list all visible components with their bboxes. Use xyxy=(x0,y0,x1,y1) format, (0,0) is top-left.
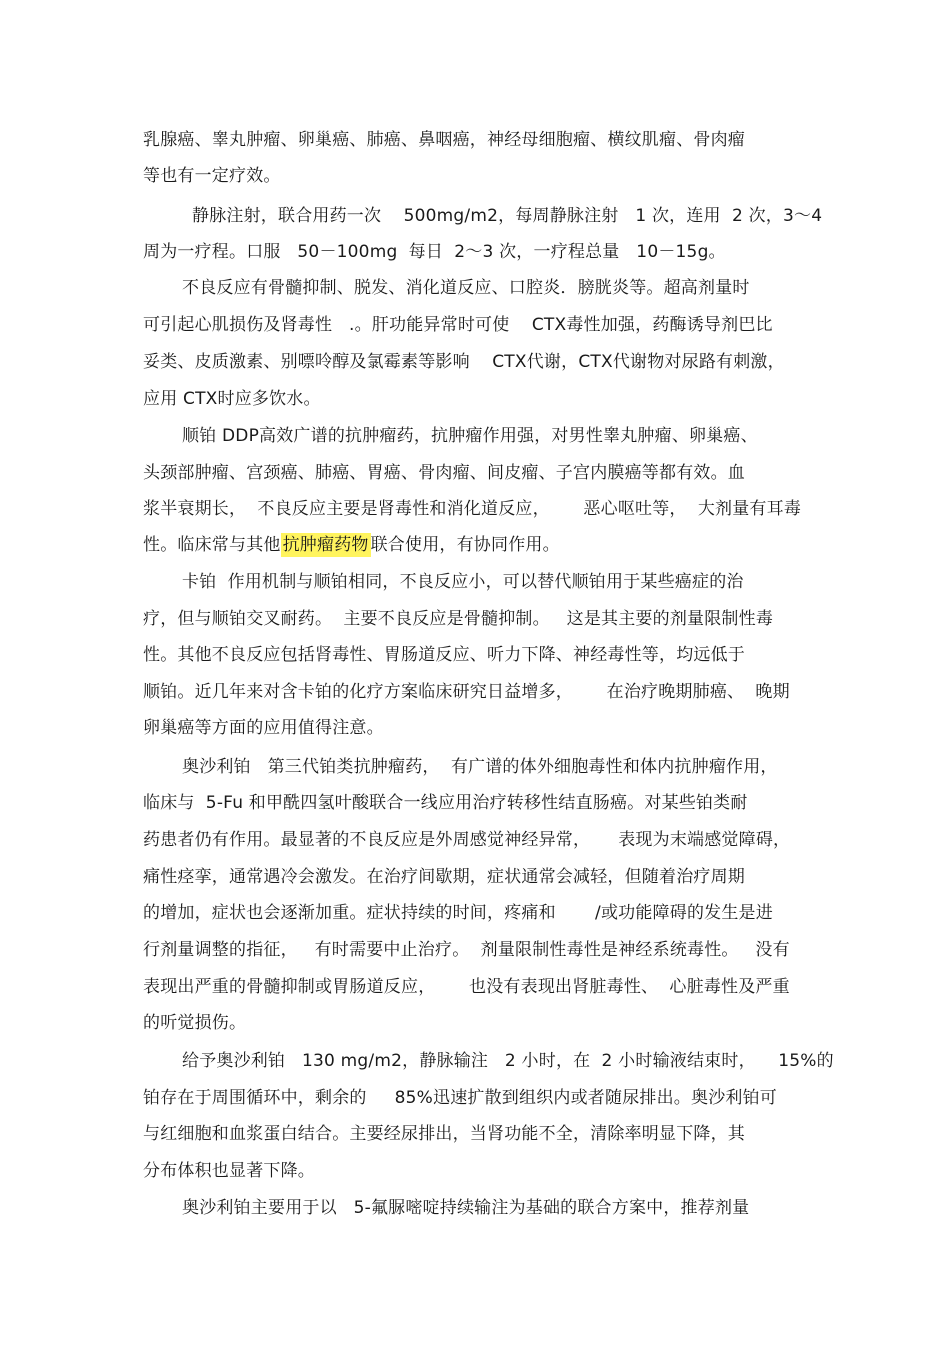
text-line: 卵巢癌等方面的应用值得注意。 xyxy=(143,718,384,738)
text-segment: 性。临床常与其他 xyxy=(143,535,281,555)
text-line: 临床与 5-Fu 和甲酰四氢叶酸联合一线应用治疗转移性结直肠癌。对某些铂类耐 xyxy=(143,793,748,813)
text-line: 周为一疗程。口服 50－100mg 每日 2～3 次，一疗程总量 10－15g。 xyxy=(143,242,726,262)
text-line: 疗，但与顺铂交叉耐药。 主要不良反应是骨髓抑制。 这是其主要的剂量限制性毒 xyxy=(143,609,774,629)
text-line: 浆半衰期长， 不良反应主要是肾毒性和消化道反应， 恶心呕吐等， 大剂量有耳毒 xyxy=(143,499,802,519)
text-line: 奥沙利铂主要用于以 5-氟脲嘧啶持续输注为基础的联合方案中，推荐剂量 xyxy=(182,1198,750,1218)
text-line: 分布体积也显著下降。 xyxy=(143,1161,315,1181)
text-line: 痛性痉挛，通常遇冷会激发。在治疗间歇期，症状通常会减轻，但随着治疗周期 xyxy=(143,867,745,887)
text-line: 卡铂 作用机制与顺铂相同，不良反应小，可以替代顺铂用于某些癌症的治 xyxy=(182,572,744,592)
text-line-with-highlight xyxy=(143,533,950,557)
text-line: 奥沙利铂 第三代铂类抗肿瘤药， 有广谱的体外细胞毒性和体内抗肿瘤作用， xyxy=(182,757,778,777)
text-line: 铂存在于周围循环中，剩余的 85%迅速扩散到组织内或者随尿排出。奥沙利铂可 xyxy=(143,1088,778,1108)
text-line: 的增加，症状也会逐渐加重。症状持续的时间，疼痛和 /或功能障碍的发生是进 xyxy=(143,903,773,923)
text-line: 顺铂 DDP高效广谱的抗肿瘤药，抗肿瘤作用强，对男性睾丸肿瘤、卵巢癌、 xyxy=(182,426,758,446)
text-line: 表现出严重的骨髓抑制或胃肠道反应， 也没有表现出肾脏毒性、 心脏毒性及严重 xyxy=(143,977,790,997)
text-line: 给予奥沙利铂 130 mg/m2，静脉输注 2 小时，在 2 小时输液结束时， 15%的 xyxy=(182,1051,834,1071)
text-line: 不良反应有骨髓抑制、脱发、消化道反应、口腔炎．膀胱炎等。超高剂量时 xyxy=(182,278,750,298)
text-line: 头颈部肿瘤、宫颈癌、肺癌、胃癌、骨肉瘤、间皮瘤、子宫内膜癌等都有效。血 xyxy=(143,463,745,483)
text-line: 静脉注射，联合用药一次 500mg/m2，每周静脉注射 1 次，连用 2 次，3～4 xyxy=(192,206,823,226)
text-line: 乳腺癌、睾丸肿瘤、卵巢癌、肺癌、鼻咽癌，神经母细胞瘤、横纹肌瘤、骨肉瘤 xyxy=(143,130,745,150)
text-line: 药患者仍有作用。最显著的不良反应是外周感觉神经异常， 表现为末端感觉障碍， xyxy=(143,830,791,850)
text-line: 性。其他不良反应包括肾毒性、胃肠道反应、听力下降、神经毒性等，均远低于 xyxy=(143,645,745,665)
text-line: 的听觉损伤。 xyxy=(143,1013,247,1033)
text-line: 可引起心肌损伤及肾毒性 .。肝功能异常时可使 CTX毒性加强，药酶诱导剂巴比 xyxy=(143,315,773,335)
text-line: 妥类、皮质激素、别嘌呤醇及氯霉素等影响 CTX代谢，CTX代谢物对尿路有刺激， xyxy=(143,352,785,372)
text-line: 等也有一定疗效。 xyxy=(143,166,281,186)
text-line: 行剂量调整的指征， 有时需要中止治疗。 剂量限制性毒性是神经系统毒性。 没有 xyxy=(143,940,790,960)
highlighted-term: 抗肿瘤药物 xyxy=(282,535,369,555)
text-line: 与红细胞和血浆蛋白结合。主要经尿排出，当肾功能不全，清除率明显下降，其 xyxy=(143,1124,745,1144)
text-segment: 联合使用，有协同作用。 xyxy=(370,535,560,555)
text-line: 顺铂。近几年来对含卡铂的化疗方案临床研究日益增多， 在治疗晚期肺癌、 晚期 xyxy=(143,682,790,702)
text-line: 应用 CTX时应多饮水。 xyxy=(143,389,321,409)
